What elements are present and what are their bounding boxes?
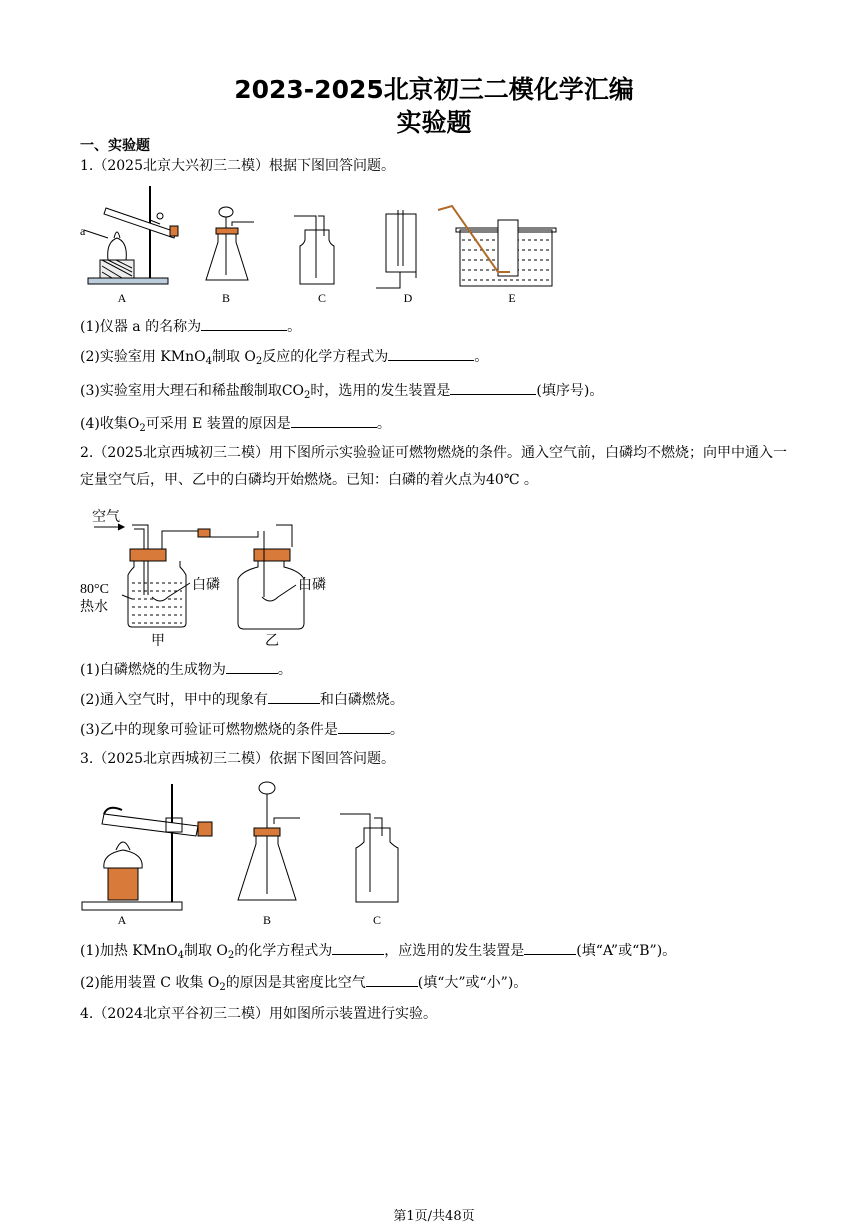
q3-fig-label-b: B <box>262 913 272 927</box>
question-3-stem: 3.（2025北京西城初三二模）依据下图回答问题。 <box>80 751 395 767</box>
q1-fig-label-e: E <box>508 291 516 305</box>
answer-blank[interactable] <box>388 346 474 361</box>
answer-blank[interactable] <box>291 413 377 428</box>
q2-label-jia: 甲 <box>151 634 165 649</box>
q1-part-3: (3)实验室用大理石和稀盐酸制取$CO_2$时，选用的发生装置是 (填序号)。 <box>80 380 603 406</box>
q1-part-4: (4)收集$O_2$可采用 E 装置的原因是 。 <box>80 413 391 439</box>
q2-label-wp1: 白磷 <box>192 578 220 593</box>
q1-label-a: a <box>80 224 86 238</box>
question-2-stem: 2.（2025北京西城初三二模）用下图所示实验验证可燃物燃烧的条件。通入空气前，白磷均不燃烧；向甲中通入一定量空气后，甲、乙中的白磷均开始燃烧。已知：白磷的着火点为40℃ 。 <box>80 445 787 488</box>
document-title: 2023-2025北京初三二模化学汇编 <box>234 75 634 104</box>
section-heading: 一、实验题 <box>80 138 150 154</box>
answer-blank[interactable] <box>201 316 287 331</box>
q1-apparatus-d <box>376 210 416 288</box>
q2-label-temp: 80°C <box>80 582 109 597</box>
q2-label-hotwater: 热水 <box>80 600 108 615</box>
answer-blank[interactable] <box>332 940 384 955</box>
q3-part-1: (1)加热 KMnO$_4$制取 $O_2$的化学方程式为 ，应选用的发生装置是 (填“A”或“B”)。 <box>80 940 676 966</box>
q1-apparatus-e <box>438 206 556 286</box>
q3-part-2: (2)能用装置 C 收集 $O_2$的原因是其密度比空气 (填“大”或“小”)。 <box>80 972 527 998</box>
q3-fig-label-c: C <box>372 913 382 927</box>
question-1-stem: 1.（2025北京大兴初三二模）根据下图回答问题。 <box>80 158 395 174</box>
q2-label-yi: 乙 <box>265 634 279 649</box>
document-subtitle: 实验题 <box>396 108 472 137</box>
answer-blank[interactable] <box>226 659 278 674</box>
page-footer: 第1页/共48页 <box>393 1209 475 1224</box>
answer-blank[interactable] <box>338 719 390 734</box>
q3-fig-label-a: A <box>117 913 127 927</box>
q1-apparatus-figure <box>78 180 558 306</box>
answer-blank[interactable] <box>450 380 536 395</box>
q2-apparatus-figure <box>78 503 348 653</box>
q2-label-wp2: 白磷 <box>298 578 326 593</box>
q1-apparatus-c <box>294 216 334 284</box>
q1-apparatus-a <box>84 186 178 284</box>
q2-part-2: (2)通入空气时，甲中的现象有 和白磷燃烧。 <box>80 689 404 710</box>
answer-blank[interactable] <box>524 940 576 955</box>
q1-fig-label-c: C <box>317 291 327 305</box>
answer-blank[interactable] <box>366 972 418 987</box>
q3-apparatus-figure <box>78 774 408 932</box>
q1-fig-label-b: B <box>221 291 231 305</box>
question-4-stem: 4.（2024北京平谷初三二模）用如图所示装置进行实验。 <box>80 1006 437 1022</box>
q1-part-2: (2)实验室用 KMnO$_4$制取 $O_2$反应的化学方程式为 。 <box>80 346 488 372</box>
q1-apparatus-b <box>206 207 254 280</box>
q2-part-3: (3)乙中的现象可验证可燃物燃烧的条件是 。 <box>80 719 404 740</box>
q1-fig-label-d: D <box>403 291 413 305</box>
answer-blank[interactable] <box>268 689 320 704</box>
q2-label-air: 空气 <box>92 510 120 525</box>
q1-fig-label-a: A <box>117 291 127 305</box>
q2-part-1: (1)白磷燃烧的生成物为 。 <box>80 659 292 680</box>
q1-part-1: (1)仪器 a 的名称为 。 <box>80 316 301 337</box>
